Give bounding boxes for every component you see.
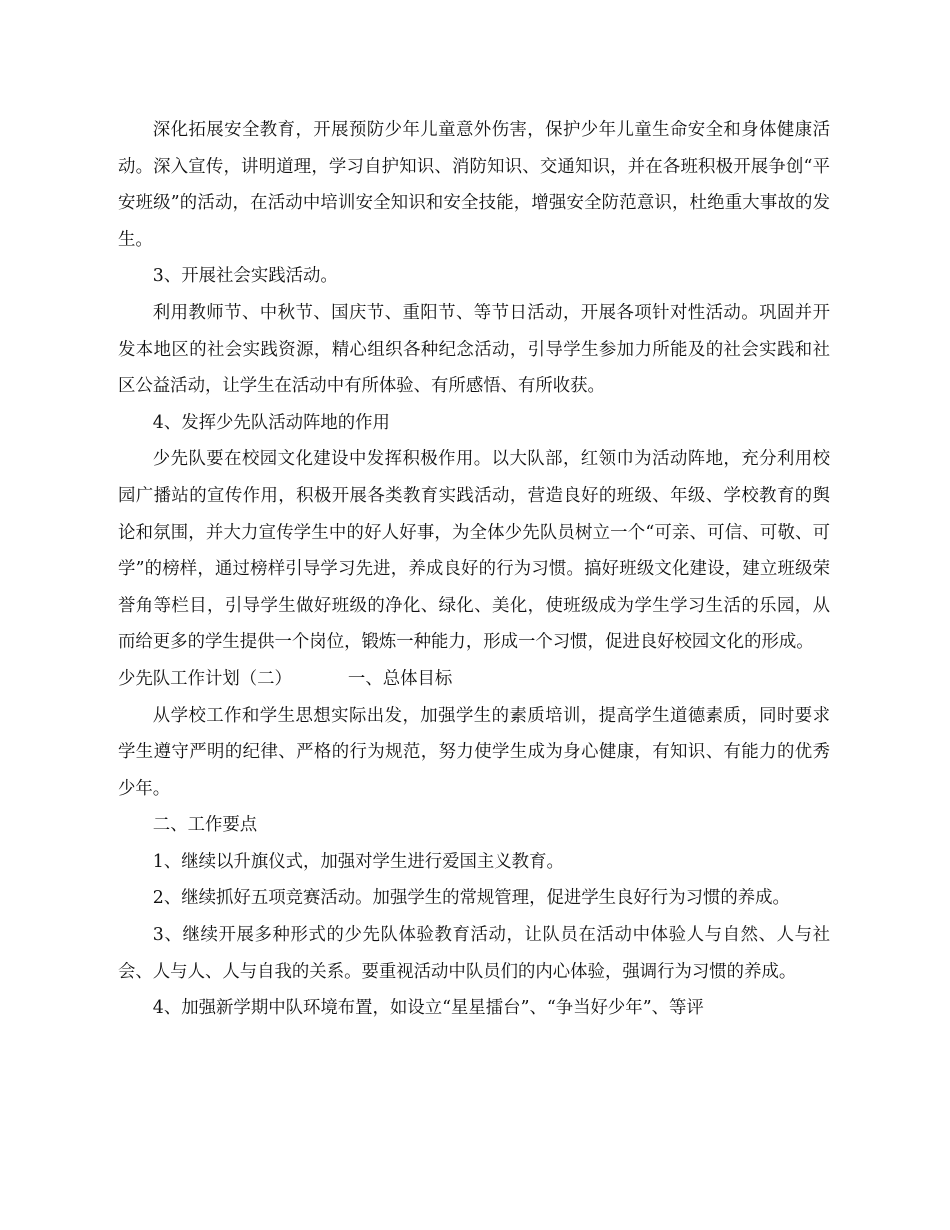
paragraph-campus-culture: 少先队要在校园文化建设中发挥积极作用。以大队部，红领巾为活动阵地，充分利用校园广播站的宣传作用，积极开展各类教育实践活动，营造良好的班级、年级、学校教育的舆论和氛围，并大力宣传学生中的好人好事，为全体少先队员树立一个“可亲、可信、可敬、可学”的榜样，通过榜样引导学习先进，养成良好的行为习惯。搞好班级文化建设，建立班级荣誉角等栏目，引导学生做好班级的净化、绿化、美化，使班级成为学生学习生活的乐园，从而给更多的学生提供一个岗位，锻炼一种能力，形成一个习惯，促进良好校园文化的形成。 [118, 449, 830, 653]
document-body [118, 112, 830, 1027]
paragraph-festival-activities: 利用教师节、中秋节、国庆节、重阳节、等节日活动，开展各项针对性活动。巩固并开发本地区的社会实践资源，精心组织各种纪念活动，引导学生参加力所能及的社会实践和社区公益活动，让学生在活动中有所体验、有所感悟、有所收获。 [118, 302, 830, 397]
paragraph-point-4: 4、加强新学期中队环境布置，如设立“星星擂台”、“争当好少年”、等评 [152, 998, 704, 1019]
paragraph-heading-work-points: 二、工作要点 [152, 815, 258, 836]
paragraph-safety-education: 深化拓展安全教育，开展预防少年儿童意外伤害，保护少年儿童生命安全和身体健康活动。深入宣传，讲明道理，学习自护知识、消防知识、交通知识，并在各班积极开展争创“平安班级”的活动，在活动中培训安全知识和安全技能，增强安全防范意识，杜绝重大事故的发生。 [118, 120, 830, 250]
section-title: 少先队工作计划（二） [118, 668, 292, 689]
paragraph-point-3: 3、继续开展多种形式的少先队体验教育活动，让队员在活动中体验人与自然、人与社会、人与人、人与自我的关系。要重视活动中队员们的内心体验，强调行为习惯的养成。 [118, 925, 830, 982]
paragraph-overall-goal: 从学校工作和学生思想实际出发，加强学生的素质培训，提高学生道德素质，同时要求学生遵守严明的纪律、严格的行为规范，努力使学生成为身心健康，有知识、有能力的优秀少年。 [118, 705, 830, 799]
paragraph-heading-social-practice: 3、开展社会实践活动。 [152, 266, 338, 287]
paragraph-point-2: 2、继续抓好五项竞赛活动。加强学生的常规管理，促进学生良好行为习惯的养成。 [152, 888, 790, 909]
paragraph-point-1: 1、继续以升旗仪式，加强对学生进行爱国主义教育。 [152, 851, 564, 872]
section-heading-overall-goal: 一、总体目标 [347, 668, 453, 689]
paragraph-heading-activity-base: 4、发挥少先队活动阵地的作用 [152, 412, 390, 433]
section-title-line [118, 661, 830, 698]
